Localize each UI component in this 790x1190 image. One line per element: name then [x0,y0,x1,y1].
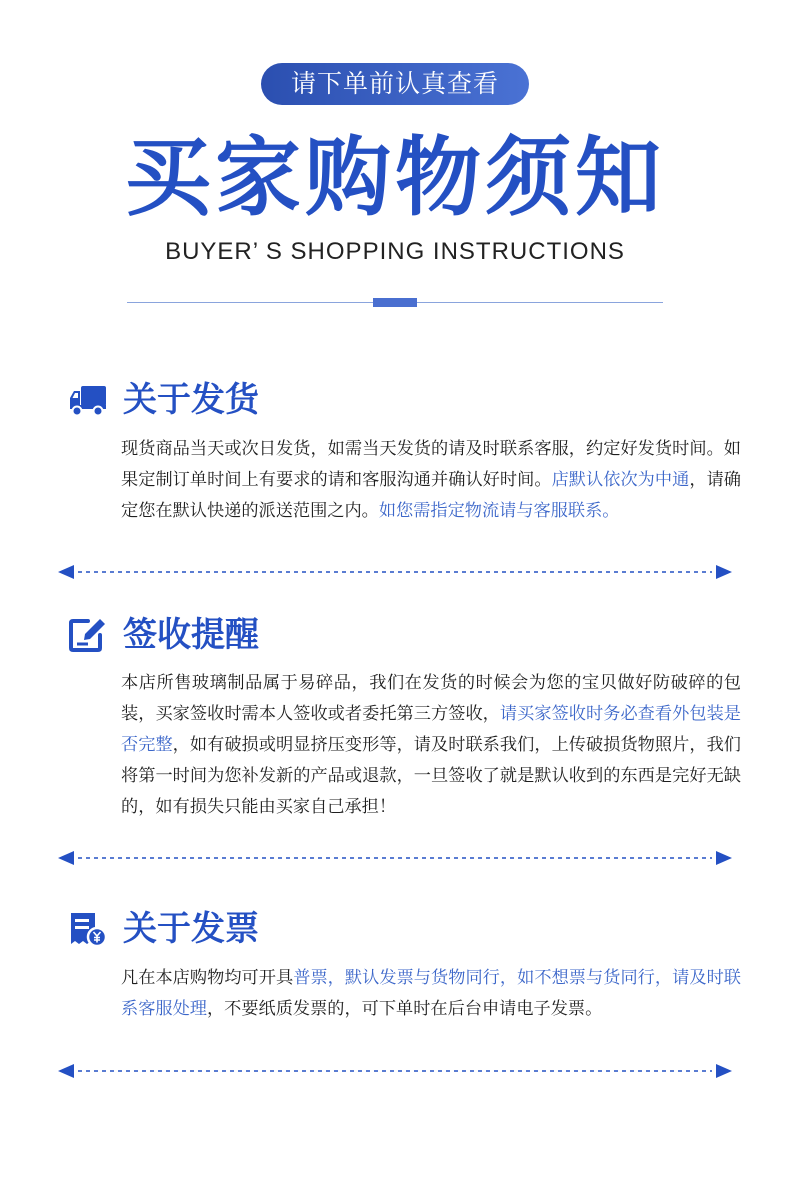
shipping-paragraph [121,434,741,527]
dashed-divider [58,565,732,579]
invoice-paragraph [121,963,741,1025]
highlight-text: 请买家签收时务必查看外包装是否完整 [121,704,741,755]
paragraph-text: 凡在本店购物均可开具 [121,968,294,988]
dashed-divider [58,1064,732,1078]
page-title: 买家购物须知 [125,128,665,228]
paragraph-text: ，不要纸质发票的，可下单时在后台申请电子发票。 [206,999,603,1019]
invoice-icon [68,911,108,947]
header-pill: 请下单前认真查看 [261,63,529,105]
paragraph-text: ，如有破损或明显挤压变形等，请及时联系我们，上传破损货物照片，我们将第一时间为您补发新的产品或退款，一旦签收了就是默认收到的东西是完好无缺的，如有损失只能由买家自己承担！ [121,735,741,817]
signing-paragraph [121,668,741,823]
paragraph-text: 现货商品当天或次日发货，如需当天发货的请及时联系客服，约定好发货时间。如果定制订单时间上有要求的请和客服沟通并确认好时间。 [121,439,741,490]
paragraph-text: ，请确定您在默认快递的派送范围之内。 [121,470,741,521]
dashed-divider [58,851,732,865]
page-subtitle: BUYER’ S SHOPPING INSTRUCTIONS [165,238,625,265]
section-title: 关于发票 [123,909,259,949]
section-title: 关于发货 [123,380,259,420]
highlight-text: 如您需指定物流请与客服联系。 [378,501,620,521]
paragraph-text: 本店所售玻璃制品属于易碎品，我们在发货的时候会为您的宝贝做好防破碎的包装，买家签收时需本人签收或者委托第三方签收， [121,673,741,724]
highlight-text: 店默认依次为中通 [551,470,690,490]
edit-icon [68,617,108,653]
title-divider-mark [373,298,417,307]
truck-icon [68,382,108,418]
section-title: 签收提醒 [123,615,259,655]
highlight-text: 普票，默认发票与货物同行，如不想票与货同行，请及时联系客服处理 [121,968,741,1019]
